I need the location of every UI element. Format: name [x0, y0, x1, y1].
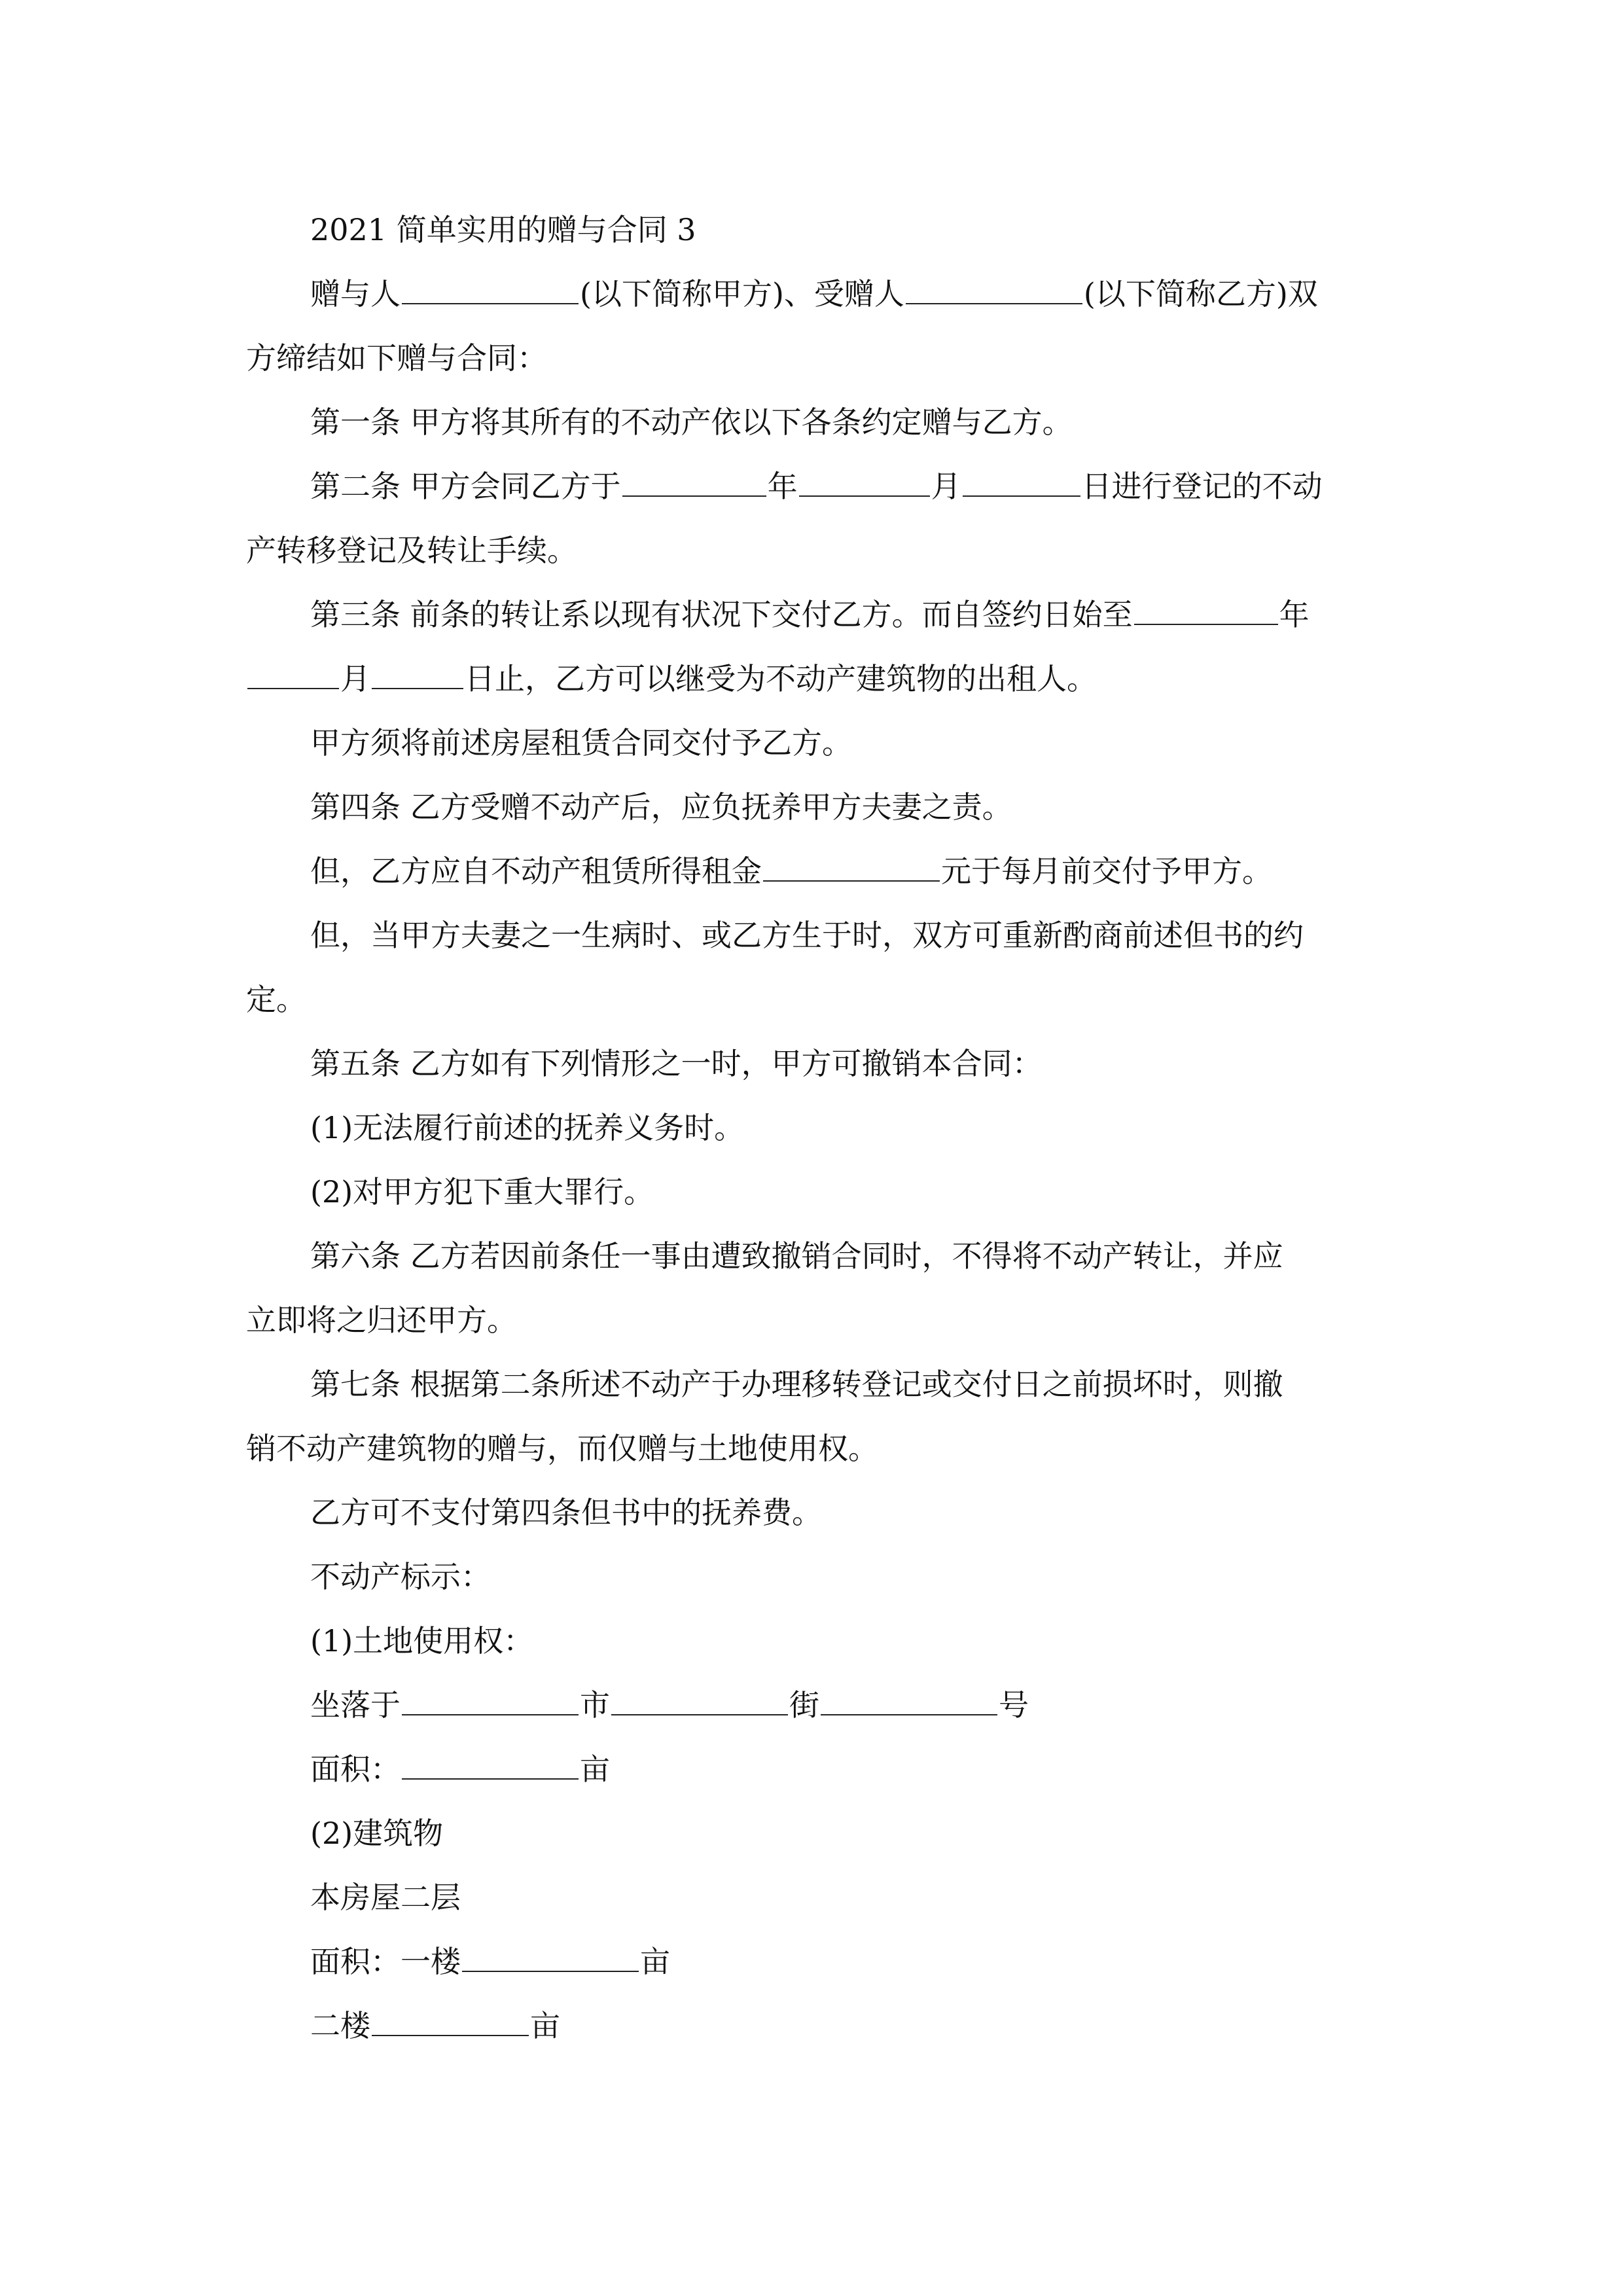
- month-blank[interactable]: [799, 456, 930, 497]
- article-4-line-2: 但，乙方应自不动产租赁所得租金 元于每月前交付予甲方。: [246, 839, 1378, 903]
- article-5-item-1: (1)无法履行前述的抚养义务时。: [310, 1110, 745, 1145]
- floor-2-area-blank[interactable]: [372, 1996, 529, 2036]
- article-5-item-2: (2)对甲方犯下重大罪行。: [310, 1174, 654, 1210]
- contract-body: [246, 198, 1378, 2058]
- intro-line-2: 方缔结如下赠与合同：: [246, 340, 547, 376]
- article-4-line-1: 第四条 乙方受赠不动产后，应负抚养甲方夫妻之责。: [310, 789, 1012, 825]
- street-blank[interactable]: [821, 1675, 997, 1715]
- floor-1-area-line: 面积：一楼 亩: [246, 1929, 1378, 1994]
- location-line: 坐落于 市 街 号: [246, 1673, 1378, 1737]
- article-2-line-2: 产转移登记及转让手续。: [246, 533, 577, 568]
- year-blank[interactable]: [622, 456, 766, 497]
- article-3-line-2: 月 日止，乙方可以继受为不动产建筑物的出租人。: [246, 647, 1378, 711]
- location-blank[interactable]: [402, 1675, 579, 1715]
- day-blank[interactable]: [372, 649, 463, 689]
- donor-blank[interactable]: [402, 264, 579, 304]
- article-1: 第一条 甲方将其所有的不动产依以下各条约定赠与乙方。: [310, 404, 1073, 440]
- building-heading: (2)建筑物: [310, 1816, 444, 1851]
- building-floors: 本房屋二层: [310, 1880, 461, 1915]
- article-5-line-1: 第五条 乙方如有下列情形之一时，甲方可撤销本合同：: [310, 1046, 1043, 1081]
- intro-line-1: 赠与人 (以下简称甲方)、受赠人 (以下简称乙方)双: [246, 262, 1378, 326]
- donee-blank[interactable]: [906, 264, 1082, 304]
- article-6-line-2: 立即将之归还甲方。: [246, 1302, 517, 1338]
- floor-1-area-blank[interactable]: [462, 1931, 639, 1972]
- land-area-blank[interactable]: [402, 1739, 579, 1780]
- city-blank[interactable]: [611, 1675, 788, 1715]
- article-4-line-4: 定。: [246, 982, 306, 1017]
- article-4-line-3: 但，当甲方夫妻之一生病时、或乙方生于时，双方可重新酌商前述但书的约: [310, 918, 1304, 953]
- land-use-right: (1)土地使用权：: [310, 1623, 534, 1659]
- article-6-line-1: 第六条 乙方若因前条任一事由遭致撤销合同时，不得将不动产转让，并应: [310, 1238, 1283, 1274]
- floor-2-area-line: 二楼 亩: [246, 1994, 1378, 2058]
- day-blank[interactable]: [963, 456, 1080, 497]
- year-blank[interactable]: [1134, 584, 1278, 625]
- article-7-line-1: 第七条 根据第二条所述不动产于办理移转登记或交付日之前损坏时，则撤: [310, 1367, 1283, 1402]
- article-3-line-1: 第三条 前条的转让系以现有状况下交付乙方。而自签约日始至 年: [246, 583, 1378, 647]
- article-3-line-3: 甲方须将前述房屋租赁合同交付予乙方。: [310, 725, 852, 761]
- article-2-line-1: 第二条 甲方会同乙方于 年 月 日进行登记的不动: [246, 454, 1378, 518]
- document-title: 2021 简单实用的赠与合同 3: [310, 212, 696, 247]
- article-7-line-3: 乙方可不支付第四条但书中的抚养费。: [310, 1495, 822, 1530]
- land-area-line: 面积： 亩: [246, 1737, 1378, 1801]
- month-blank[interactable]: [247, 649, 339, 689]
- property-heading: 不动产标示：: [310, 1559, 491, 1594]
- rent-amount-blank[interactable]: [763, 841, 940, 882]
- article-7-line-2: 销不动产建筑物的赠与，而仅赠与土地使用权。: [246, 1431, 878, 1466]
